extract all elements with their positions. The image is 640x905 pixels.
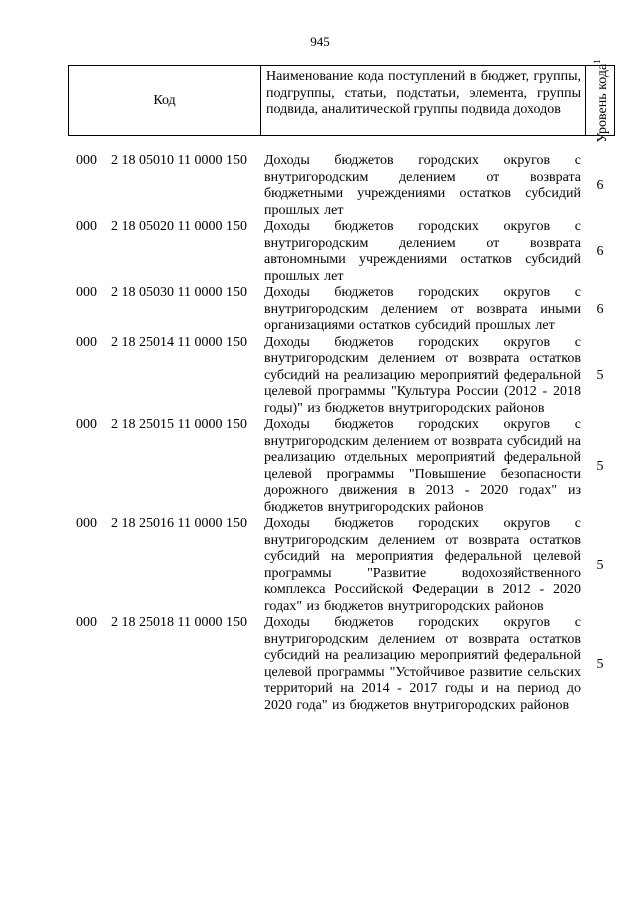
revenue-name: Доходы бюджетов городских округов с внутригородским делением от возврата остатков субсидий на мероприятия федеральной целевой программы "Развитие водохозяйственного комплекса Российской Федерации в 2012 - 2020 годах" из бюджетов внутригородских районов: [264, 516, 581, 614]
revenue-code: 2 18 25015 11 0000 150: [111, 417, 247, 432]
table-row: [0, 615, 640, 714]
page-number: 945: [310, 34, 330, 49]
header-level-cell: [586, 58, 614, 143]
revenue-name: Доходы бюджетов городских округов с внутригородским делением от возврата субсидий на реализацию отдельных мероприятий федеральной целевой программы "Повышение безопасности дорожного движения в 2013 - 2020 годах" из бюджетов внутригородских районов: [264, 417, 581, 515]
main-admin-code: 000: [76, 516, 97, 531]
code-level: 6: [596, 301, 604, 317]
header-code-cell: Код: [69, 66, 261, 135]
revenue-code: 2 18 05010 11 0000 150: [111, 153, 247, 168]
table-row: [0, 516, 640, 615]
revenue-name: Доходы бюджетов городских округов с внутригородским делением от возврата остатков субсидий на реализацию мероприятий федеральной целевой программы "Устойчивое развитие сельских территорий на 2014 - 2017 годы и на период до 2020 года" из бюджетов внутригородских районов: [264, 615, 581, 713]
table-row: [0, 285, 640, 335]
table-row: [0, 417, 640, 516]
revenue-code: 2 18 25016 11 0000 150: [111, 516, 247, 531]
main-admin-code: 000: [76, 615, 97, 630]
main-admin-code: 000: [76, 219, 97, 234]
code-level: 5: [596, 458, 604, 474]
main-admin-code: 000: [76, 285, 97, 300]
code-level: 5: [596, 656, 604, 672]
revenue-code: 2 18 05030 11 0000 150: [111, 285, 247, 300]
header-level-label: Уровень кода$^1$: [592, 58, 610, 143]
revenue-code: 2 18 25014 11 0000 150: [111, 334, 247, 350]
table-row: [0, 219, 640, 285]
main-admin-code: 000: [76, 334, 97, 350]
revenue-name: Доходы бюджетов городских округов с внутригородским делением от возврата бюджетными учреждениями остатков субсидий прошлых лет: [264, 153, 581, 218]
table-header: [68, 58, 615, 143]
footnote-marker: 1: [592, 58, 603, 64]
revenue-name: Доходы бюджетов городских округов с внутригородским делением от возврата иными организациями остатков субсидий прошлых лет: [264, 285, 581, 333]
revenue-name: Доходы бюджетов городских округов с внутригородским делением от возврата остатков субсидий на реализацию мероприятий федеральной целевой программы "Культура России (2012 - 2018 годы)" из бюджетов внутригородских районов: [264, 334, 581, 416]
revenue-code: 2 18 05020 11 0000 150: [111, 219, 247, 234]
main-admin-code: 000: [76, 417, 97, 432]
code-level: 6: [596, 178, 604, 193]
header-name-cell: Наименование кода поступлений в бюджет, группы, подгруппы, статьи, подстатьи, элемента, группы подвида, аналитической группы подвида доходов: [261, 66, 586, 135]
code-level: 5: [596, 367, 604, 383]
revenue-name: Доходы бюджетов городских округов с внутригородским делением от возврата автономными учреждениями остатков субсидий прошлых лет: [264, 219, 581, 284]
table-row: [0, 153, 640, 219]
main-admin-code: 000: [76, 153, 97, 168]
code-level: 6: [596, 244, 604, 259]
revenue-code: 2 18 25018 11 0000 150: [111, 615, 247, 630]
code-level: 5: [596, 557, 604, 573]
table-row: [0, 335, 640, 418]
table-body: [0, 153, 640, 714]
